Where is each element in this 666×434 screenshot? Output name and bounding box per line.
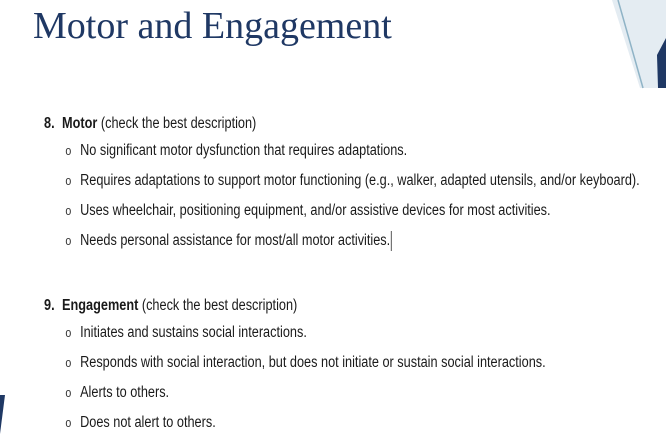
engagement-section-number: 9. xyxy=(44,297,55,314)
page-title: Motor and Engagement xyxy=(33,5,392,47)
text-cursor xyxy=(391,231,392,251)
engagement-section-label: Engagement xyxy=(62,297,139,314)
engagement-option-1[interactable] xyxy=(44,318,546,348)
motor-section-label: Motor xyxy=(62,115,98,132)
bottom-left-shape xyxy=(0,395,5,434)
motor-option-4[interactable] xyxy=(44,226,640,256)
hollow-bullet-icon: o xyxy=(65,415,72,430)
engagement-option-2-text: Responds with social interaction, but does not initiate or sustain social interactions. xyxy=(80,354,546,371)
hollow-bullet-icon: o xyxy=(65,173,72,188)
hollow-bullet-icon: o xyxy=(65,233,72,248)
engagement-options-list xyxy=(44,318,656,434)
engagement-option-2[interactable] xyxy=(44,348,546,378)
motor-section-number: 8. xyxy=(44,115,55,132)
engagement-option-3[interactable] xyxy=(44,378,546,408)
hollow-bullet-icon: o xyxy=(65,203,72,218)
engagement-option-4[interactable] xyxy=(44,408,546,434)
hollow-bullet-icon: o xyxy=(65,385,72,400)
motor-option-1[interactable] xyxy=(44,136,640,166)
engagement-option-1-text: Initiates and sustains social interactions. xyxy=(80,324,307,341)
engagement-section-instruction: (check the best description) xyxy=(141,297,298,314)
motor-options-list xyxy=(44,136,666,256)
motor-option-3[interactable] xyxy=(44,196,640,226)
motor-option-2-text: Requires adaptations to support motor functioning (e.g., walker, adapted utensils, and/or keyboard). xyxy=(80,172,640,189)
engagement-section xyxy=(44,294,656,434)
engagement-option-3-text: Alerts to others. xyxy=(80,384,170,401)
motor-option-3-text: Uses wheelchair, positioning equipment, and/or assistive devices for most activities. xyxy=(80,202,551,219)
hollow-bullet-icon: o xyxy=(65,143,72,158)
hollow-bullet-icon: o xyxy=(65,355,72,370)
motor-option-2[interactable] xyxy=(44,166,640,196)
motor-option-4-text: Needs personal assistance for most/all motor activities. xyxy=(80,232,391,249)
motor-option-1-text: No significant motor dysfunction that requires adaptations. xyxy=(80,142,408,159)
motor-section-heading xyxy=(44,112,640,136)
hollow-bullet-icon: o xyxy=(65,325,72,340)
motor-section-instruction: (check the best description) xyxy=(100,115,257,132)
motor-section xyxy=(44,112,666,256)
engagement-section-heading xyxy=(44,294,546,318)
engagement-option-4-text: Does not alert to others. xyxy=(80,414,216,431)
